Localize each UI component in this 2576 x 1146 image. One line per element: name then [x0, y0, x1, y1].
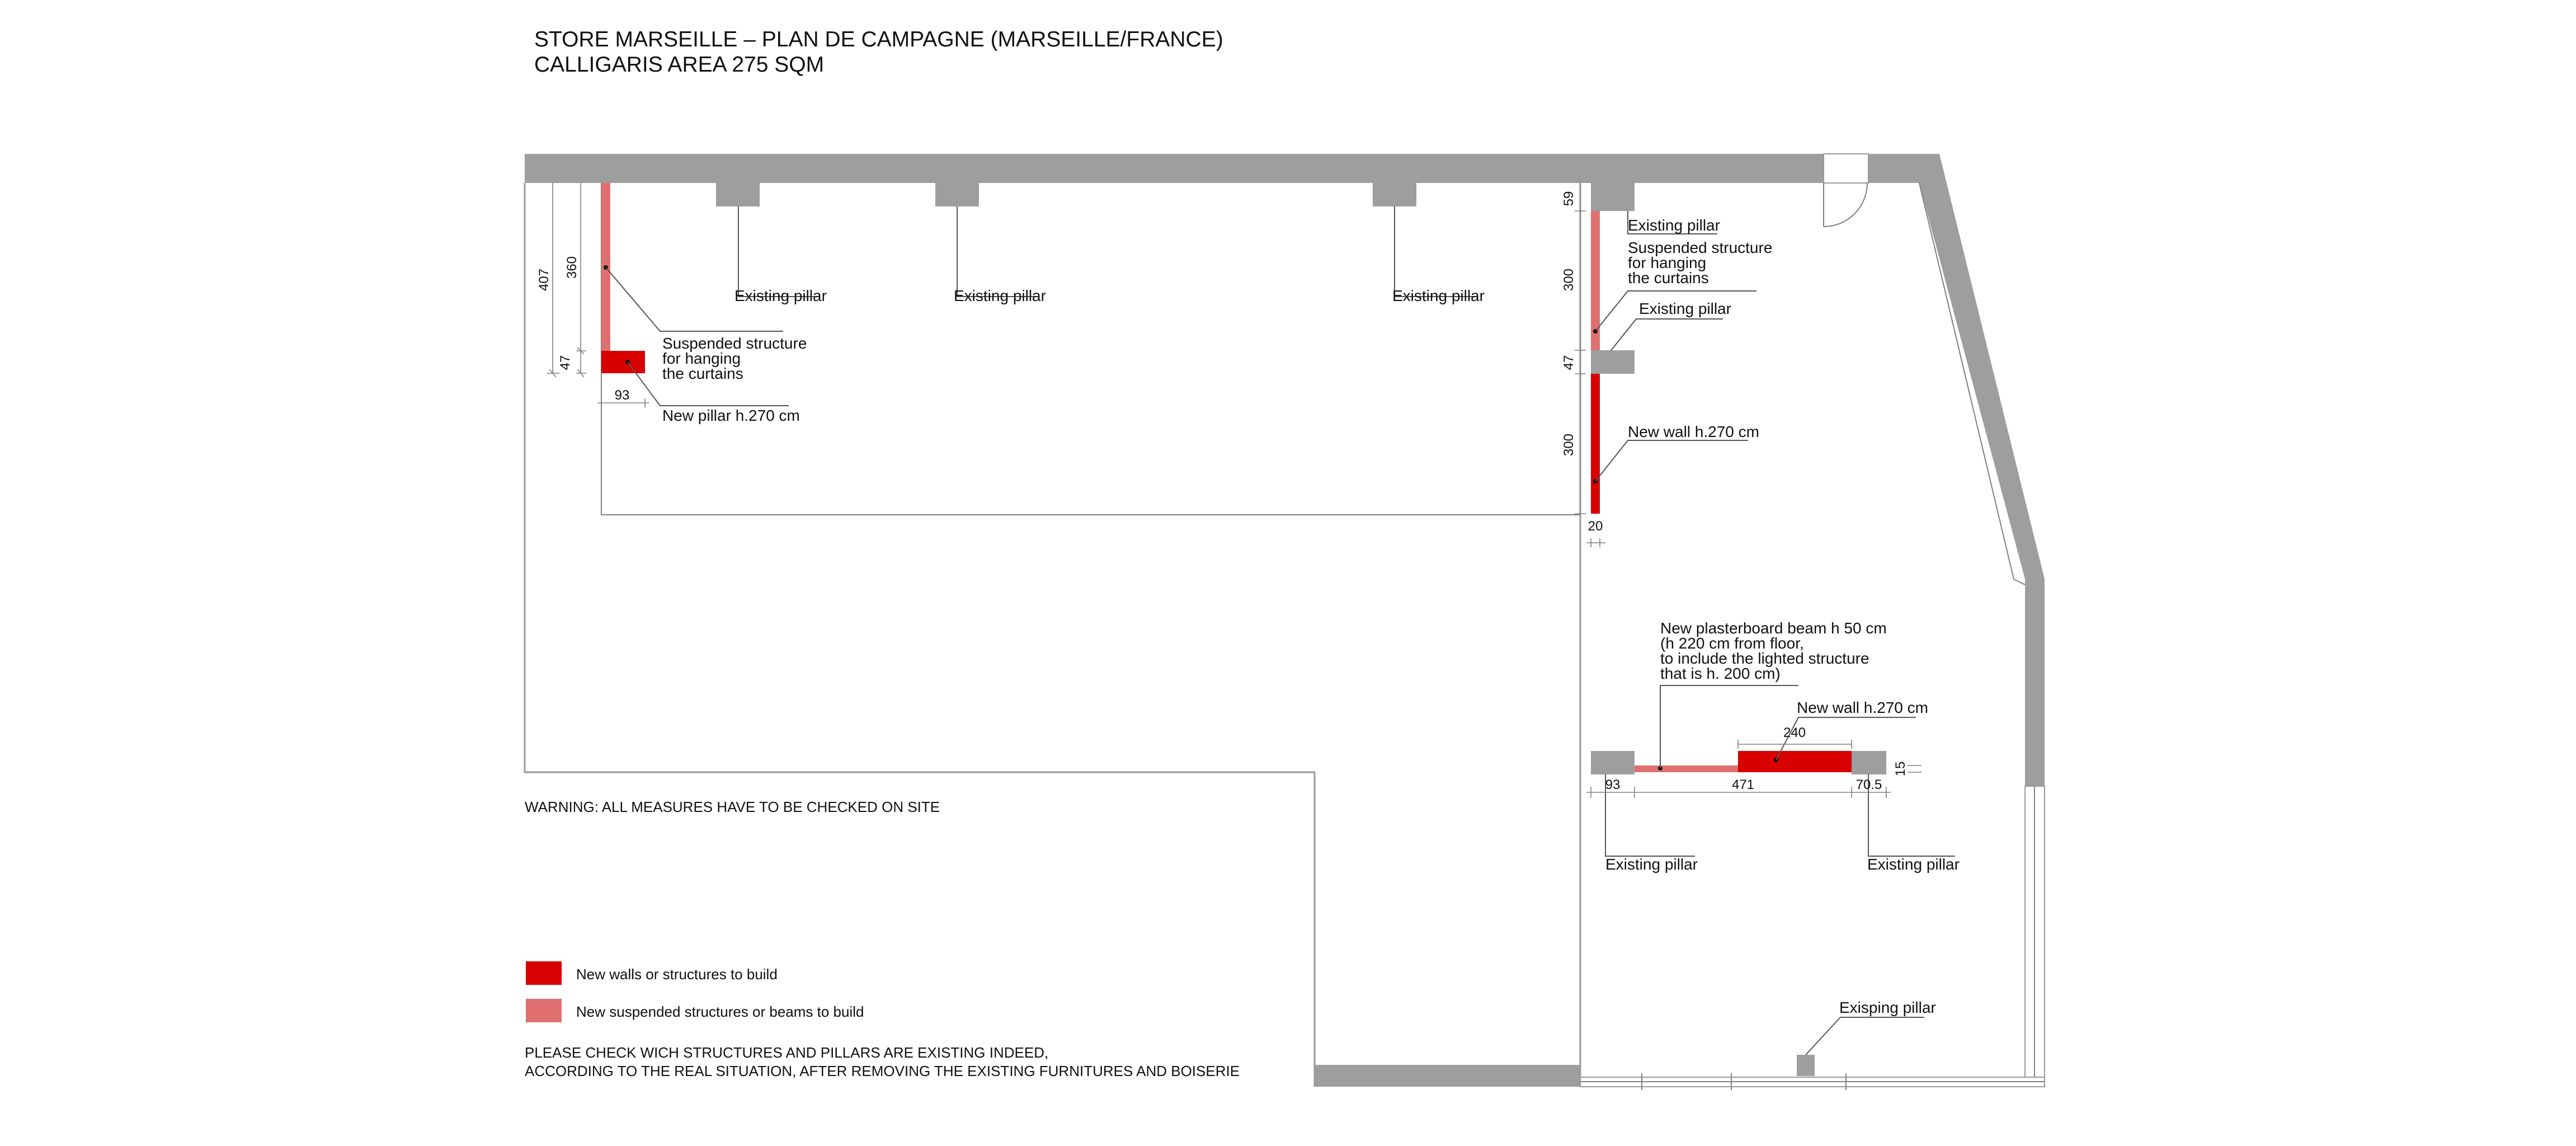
label-existing-pillar-5: Existing pillar [1639, 300, 1731, 317]
svg-text:20: 20 [1588, 519, 1603, 534]
label-new-wall-1: New wall h.270 cm [1628, 423, 1759, 440]
door-swing [1824, 154, 1868, 227]
dimension-360 [564, 183, 586, 373]
dimension-47-right: 47 [1561, 355, 1576, 370]
label-exisping-pillar: Exisping pillar [1839, 999, 1936, 1016]
label-existing-pillar-4: Existing pillar [1628, 217, 1720, 234]
new-pillar [601, 351, 645, 373]
label-existing-pillar-7: Existing pillar [1867, 856, 1960, 873]
existing-pillar-7 [1852, 751, 1886, 774]
exisping-pillar-8 [1797, 1055, 1815, 1076]
dimension-59: 59 [1561, 191, 1576, 206]
legend-new-walls: New walls or structures to build [576, 966, 778, 983]
existing-pillar-1 [716, 183, 760, 206]
svg-text:93: 93 [614, 388, 630, 403]
new-wall-horizontal [1738, 751, 1852, 772]
label-existing-pillar-6: Existing pillar [1605, 856, 1698, 873]
dimension-47-left [558, 355, 586, 377]
label-existing-pillar-3: Existing pillar [1392, 287, 1485, 304]
dimension-300-top: 300 [1561, 268, 1576, 292]
label-beam-4: that is h. 200 cm) [1660, 665, 1781, 682]
warning-text: WARNING: ALL MEASURES HAVE TO BE CHECKED ON SITE [525, 799, 940, 815]
label-suspended-left-2: for hanging [662, 350, 741, 367]
existing-pillar-2 [935, 183, 979, 206]
svg-text:407: 407 [536, 268, 552, 292]
existing-wall-diagonal [1919, 154, 2045, 786]
existing-pillar-6 [1591, 751, 1635, 774]
dimension-240 [1738, 725, 1852, 749]
label-suspended-left-3: the curtains [662, 365, 743, 382]
label-existing-pillar-2: Existing pillar [954, 287, 1046, 304]
label-new-pillar: New pillar h.270 cm [662, 407, 800, 424]
existing-wall-right [2025, 694, 2045, 786]
existing-wall-bottom [1315, 1065, 1580, 1087]
legend-swatch-new-walls [526, 961, 562, 985]
svg-text:15: 15 [1893, 761, 1908, 777]
label-beam-2: (h 220 cm from floor, [1660, 635, 1804, 652]
dimension-300-bottom: 300 [1561, 433, 1576, 457]
dimension-15 [1893, 762, 1922, 777]
dimension-20 [1586, 519, 1605, 547]
dimension-70-5: 70.5 [1856, 777, 1882, 792]
svg-text:47: 47 [558, 355, 573, 370]
existing-pillar-5 [1591, 350, 1635, 374]
label-suspended-right-2: for hanging [1628, 254, 1707, 271]
label-suspended-right-1: Suspended structure [1628, 239, 1773, 256]
label-suspended-right-3: the curtains [1628, 269, 1709, 286]
legend-new-suspended: New suspended structures or beams to build [576, 1003, 864, 1020]
wall-outline-left [525, 183, 1315, 1087]
existing-pillar-3 [1373, 183, 1416, 206]
existing-pillar-4 [1591, 183, 1635, 211]
label-suspended-left-1: Suspended structure [662, 335, 807, 352]
dimension-93-right: 93 [1605, 777, 1621, 792]
legend-swatch-suspended [526, 999, 562, 1022]
dimension-93-left [597, 388, 649, 407]
plasterboard-beam [1635, 765, 1738, 772]
dimension-407 [536, 183, 559, 377]
new-wall-vertical [1591, 374, 1600, 514]
svg-text:240: 240 [1783, 725, 1806, 740]
label-beam-1: New plasterboard beam h 50 cm [1660, 619, 1887, 637]
plan-title: STORE MARSEILLE – PLAN DE CAMPAGNE (MARSEILLE/FRANCE) [534, 27, 1223, 51]
note-line-2: ACCORDING TO THE REAL SITUATION, AFTER REMOVING THE EXISTING FURNITURES AND BOISERIE [525, 1063, 1240, 1079]
label-beam-3: to include the lighted structure [1660, 650, 1869, 667]
existing-wall-top [525, 154, 1824, 183]
label-new-wall-2: New wall h.270 cm [1797, 699, 1928, 716]
plan-subtitle: CALLIGARIS AREA 275 SQM [534, 53, 825, 77]
note-line-1: PLEASE CHECK WICH STRUCTURES AND PILLARS ARE EXISTING INDEED, [525, 1044, 1049, 1061]
svg-text:360: 360 [564, 256, 580, 279]
dimension-471: 471 [1731, 777, 1755, 792]
label-existing-pillar-1: Existing pillar [734, 287, 827, 304]
dimension-right-vertical [1575, 183, 1586, 514]
